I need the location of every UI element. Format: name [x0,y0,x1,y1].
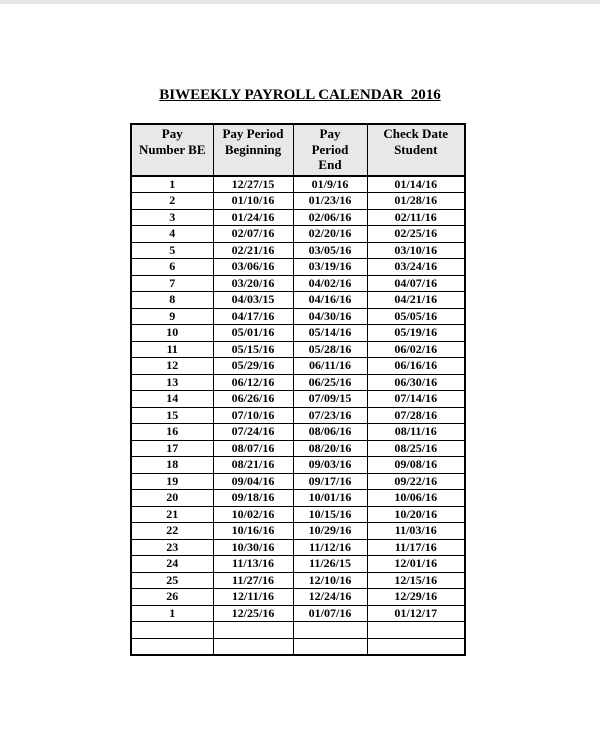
period-end-cell: 10/01/16 [293,490,367,507]
check-date-cell: 10/20/16 [367,506,464,523]
table-row [132,572,464,589]
check-date-cell: 11/03/16 [367,523,464,540]
period-beginning-cell: 11/27/16 [213,572,293,589]
period-beginning-cell: 07/10/16 [213,407,293,424]
period-end-cell: 10/15/16 [293,506,367,523]
table-row [132,506,464,523]
table-row [132,457,464,474]
period-end-cell: 12/10/16 [293,572,367,589]
page-top-edge [0,0,600,4]
pay-number-cell: 13 [132,374,213,391]
pay-number-cell: 18 [132,457,213,474]
header-period-end-line-1: Pay [319,126,341,141]
table-row [132,308,464,325]
period-end-cell: 01/23/16 [293,193,367,210]
table-row [132,490,464,507]
period-beginning-cell: 08/21/16 [213,457,293,474]
check-date-cell: 07/28/16 [367,407,464,424]
period-beginning-cell: 11/13/16 [213,556,293,573]
header-period-beginning [213,125,293,176]
check-date-cell: 12/01/16 [367,556,464,573]
period-beginning-cell [213,622,293,639]
check-date-cell: 05/05/16 [367,308,464,325]
header-period-end-line-2: Period [311,141,349,157]
check-date-cell: 04/21/16 [367,292,464,309]
period-beginning-cell: 12/27/15 [213,176,293,193]
period-end-cell [293,638,367,654]
pay-number-cell: 8 [132,292,213,309]
period-beginning-cell: 09/04/16 [213,473,293,490]
pay-number-cell: 15 [132,407,213,424]
period-end-cell: 02/20/16 [293,226,367,243]
pay-number-cell: 10 [132,325,213,342]
period-end-cell [293,622,367,639]
period-beginning-cell [213,638,293,654]
header-pay-number-line-2: Number BE [138,141,206,157]
table-row [132,193,464,210]
table-row [132,523,464,540]
table-row [132,176,464,193]
header-period-beginning-line-1: Pay Period [222,126,284,141]
check-date-cell: 10/06/16 [367,490,464,507]
period-beginning-cell: 05/01/16 [213,325,293,342]
check-date-cell: 01/14/16 [367,176,464,193]
check-date-cell: 05/19/16 [367,325,464,342]
check-date-cell: 12/29/16 [367,589,464,606]
period-end-cell: 07/23/16 [293,407,367,424]
table-body [132,176,464,655]
header-period-beginning-line-2: Beginning [224,141,282,157]
pay-number-cell: 2 [132,193,213,210]
check-date-cell: 09/22/16 [367,473,464,490]
period-end-cell: 07/09/15 [293,391,367,408]
check-date-cell: 12/15/16 [367,572,464,589]
period-end-cell: 11/26/15 [293,556,367,573]
header-pay-number-line-1: Pay [161,126,183,141]
table-row [132,539,464,556]
check-date-cell: 06/02/16 [367,341,464,358]
period-end-cell: 02/06/16 [293,209,367,226]
pay-number-cell: 19 [132,473,213,490]
period-beginning-cell: 01/10/16 [213,193,293,210]
pay-number-cell: 16 [132,424,213,441]
period-beginning-cell: 06/26/16 [213,391,293,408]
check-date-cell: 04/07/16 [367,275,464,292]
table-row [132,391,464,408]
pay-number-cell: 14 [132,391,213,408]
table-row [132,440,464,457]
check-date-cell: 07/14/16 [367,391,464,408]
pay-number-cell: 25 [132,572,213,589]
pay-number-cell: 9 [132,308,213,325]
period-beginning-cell: 12/11/16 [213,589,293,606]
period-beginning-cell: 03/20/16 [213,275,293,292]
table-row [132,407,464,424]
table-row [132,292,464,309]
period-end-cell: 06/25/16 [293,374,367,391]
pay-number-cell: 17 [132,440,213,457]
check-date-cell: 06/30/16 [367,374,464,391]
period-end-cell: 03/05/16 [293,242,367,259]
pay-number-cell: 4 [132,226,213,243]
pay-number-cell: 1 [169,176,176,191]
period-end-cell: 03/19/16 [293,259,367,276]
table-row [132,374,464,391]
check-date-cell [367,622,464,639]
period-beginning-cell: 02/07/16 [213,226,293,243]
period-end-cell: 11/12/16 [293,539,367,556]
check-date-cell: 06/16/16 [367,358,464,375]
period-end-cell: 04/16/16 [293,292,367,309]
pay-number-cell: 1 [132,605,213,622]
check-date-cell: 11/17/16 [367,539,464,556]
period-end-cell: 01/07/16 [293,605,367,622]
header-period-end-line-3: End [318,157,342,172]
pay-number-cell: 6 [132,259,213,276]
period-end-cell: 12/24/16 [293,589,367,606]
pay-number-cell [132,622,213,639]
pay-number-cell: 23 [132,539,213,556]
period-end-cell: 08/20/16 [293,440,367,457]
check-date-cell: 08/25/16 [367,440,464,457]
period-beginning-cell: 07/24/16 [213,424,293,441]
period-beginning-cell: 05/29/16 [213,358,293,375]
period-beginning-cell: 10/02/16 [213,506,293,523]
table-row [132,341,464,358]
check-date-cell: 03/10/16 [367,242,464,259]
header-period-end [293,125,367,176]
table-row [132,622,464,639]
table-row [132,209,464,226]
table-header-row [132,125,464,176]
table-row [132,605,464,622]
period-beginning-cell: 08/07/16 [213,440,293,457]
period-beginning-cell: 10/16/16 [213,523,293,540]
table-row [132,473,464,490]
table-row [132,358,464,375]
pay-number-cell: 24 [132,556,213,573]
table-row [132,589,464,606]
pay-number-cell: 20 [132,490,213,507]
pay-number-cell: 12 [132,358,213,375]
table-row [132,226,464,243]
check-date-cell: 02/25/16 [367,226,464,243]
period-end-cell: 01/9/16 [293,176,367,193]
period-beginning-cell: 09/18/16 [213,490,293,507]
header-check-date [367,125,464,176]
pay-number-cell: 3 [132,209,213,226]
period-end-cell: 05/14/16 [293,325,367,342]
header-check-date-line-1: Check Date [383,126,449,141]
period-beginning-cell: 04/17/16 [213,308,293,325]
pay-number-cell: 26 [132,589,213,606]
table-row [132,424,464,441]
page-title: BIWEEKLY PAYROLL CALENDAR 2016 [159,87,441,103]
check-date-cell: 08/11/16 [367,424,464,441]
period-end-cell: 04/02/16 [293,275,367,292]
payroll-calendar-table [130,123,466,656]
pay-number-cell [132,638,213,654]
period-end-cell: 09/17/16 [293,473,367,490]
pay-number-cell: 5 [132,242,213,259]
header-pay-number [132,125,213,176]
check-date-cell: 02/11/16 [367,209,464,226]
pay-number-cell: 11 [132,341,213,358]
header-check-date-line-2: Student [394,141,438,157]
period-beginning-cell: 06/12/16 [213,374,293,391]
table-row [132,242,464,259]
period-end-cell: 09/03/16 [293,457,367,474]
check-date-cell: 09/08/16 [367,457,464,474]
period-beginning-cell: 01/24/16 [213,209,293,226]
period-end-cell: 08/06/16 [293,424,367,441]
check-date-cell: 03/24/16 [367,259,464,276]
table-row [132,325,464,342]
table-row [132,275,464,292]
period-beginning-cell: 02/21/16 [213,242,293,259]
check-date-cell [367,638,464,654]
period-end-cell: 04/30/16 [293,308,367,325]
period-end-cell: 10/29/16 [293,523,367,540]
table-row [132,638,464,654]
pay-number-cell: 21 [132,506,213,523]
period-end-cell: 05/28/16 [293,341,367,358]
period-beginning-cell: 05/15/16 [213,341,293,358]
period-beginning-cell: 10/30/16 [213,539,293,556]
table-row [132,556,464,573]
pay-number-cell: 7 [132,275,213,292]
period-beginning-cell: 03/06/16 [213,259,293,276]
table-row [132,259,464,276]
period-end-cell: 06/11/16 [293,358,367,375]
check-date-cell: 01/12/17 [367,605,464,622]
period-beginning-cell: 12/25/16 [213,605,293,622]
period-beginning-cell: 04/03/15 [213,292,293,309]
check-date-cell: 01/28/16 [367,193,464,210]
pay-number-cell: 22 [132,523,213,540]
